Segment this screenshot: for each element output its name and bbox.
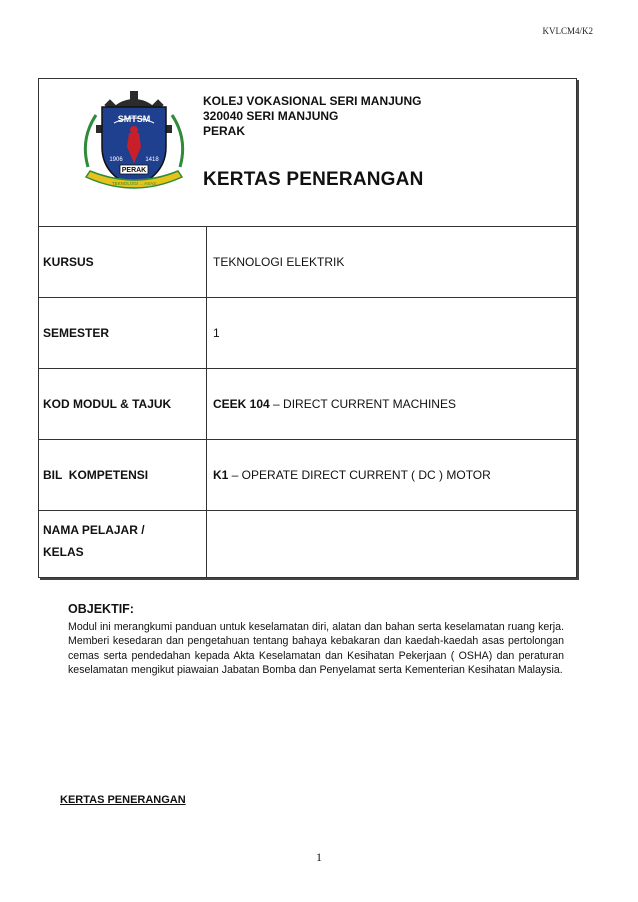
- school-postcode-city: 320040 SERI MANJUNG: [203, 109, 339, 123]
- semester-label: SEMESTER: [39, 298, 207, 368]
- objektif-body: Modul ini merangkumi panduan untuk keselamatan diri, alatan dan bahan serta keselamatan ruang kerja. Memberi kesedaran dan pengetahuan tentang bahaya kebakaran dan kaedah-kaedah asas pertolongan cemas serta pendedahan kepada Akta Keselamatan dan Kesihatan Pekerjaan ( OSHA) dan peraturan keselamatan mengikut piawaian Jabatan Bomba dan Penyelamat serta Kementerian Kesihatan Malaysia.: [68, 621, 564, 677]
- crest-initials: SMTSM: [117, 114, 151, 124]
- header-table: [38, 78, 577, 578]
- nama-pelajar-value: [207, 511, 576, 577]
- row-kod-modul: [39, 369, 576, 440]
- page-number: 1: [316, 850, 322, 864]
- nama-pelajar-label-line2: KELAS: [43, 545, 84, 559]
- competency-title: – OPERATE DIRECT CURRENT ( DC ) MOTOR: [228, 468, 491, 482]
- nama-pelajar-label: [39, 511, 207, 577]
- kursus-label: KURSUS: [39, 227, 207, 297]
- school-name: KOLEJ VOKASIONAL SERI MANJUNG: [203, 94, 422, 108]
- school-crest-logo: [74, 89, 194, 199]
- kod-modul-value: [207, 369, 576, 439]
- kursus-value: TEKNOLOGI ELEKTRIK: [213, 255, 345, 269]
- school-address: [203, 94, 421, 139]
- module-code: CEEK 104: [213, 397, 270, 411]
- competency-code: K1: [213, 468, 229, 482]
- module-title: – DIRECT CURRENT MACHINES: [269, 397, 456, 411]
- semester-value: 1: [213, 326, 220, 340]
- page-reference-code: KVLCM4/K2: [542, 26, 593, 36]
- school-state: PERAK: [203, 124, 246, 138]
- row-bil-kompetensi: [39, 440, 576, 511]
- kod-modul-label: KOD MODUL & TAJUK: [39, 369, 207, 439]
- row-kursus: [39, 227, 576, 298]
- crest-year-left: 1906: [109, 157, 123, 163]
- section-heading: KERTAS PENERANGAN: [60, 794, 186, 806]
- school-header-cell: [39, 79, 576, 227]
- objektif-title: OBJEKTIF:: [68, 602, 134, 616]
- crest-banner-text: PERAK: [121, 167, 147, 174]
- bil-kompetensi-label: BIL KOMPETENSI: [39, 440, 207, 510]
- crest-motto: TEKNOLOGI ... ASAS: [111, 181, 157, 186]
- row-semester: [39, 298, 576, 369]
- nama-pelajar-label-line1: NAMA PELAJAR /: [43, 523, 145, 537]
- bil-kompetensi-value: [207, 440, 576, 510]
- row-nama-pelajar: [39, 511, 576, 577]
- crest-year-right: 1418: [145, 157, 159, 163]
- document-title: KERTAS PENERANGAN: [203, 169, 424, 190]
